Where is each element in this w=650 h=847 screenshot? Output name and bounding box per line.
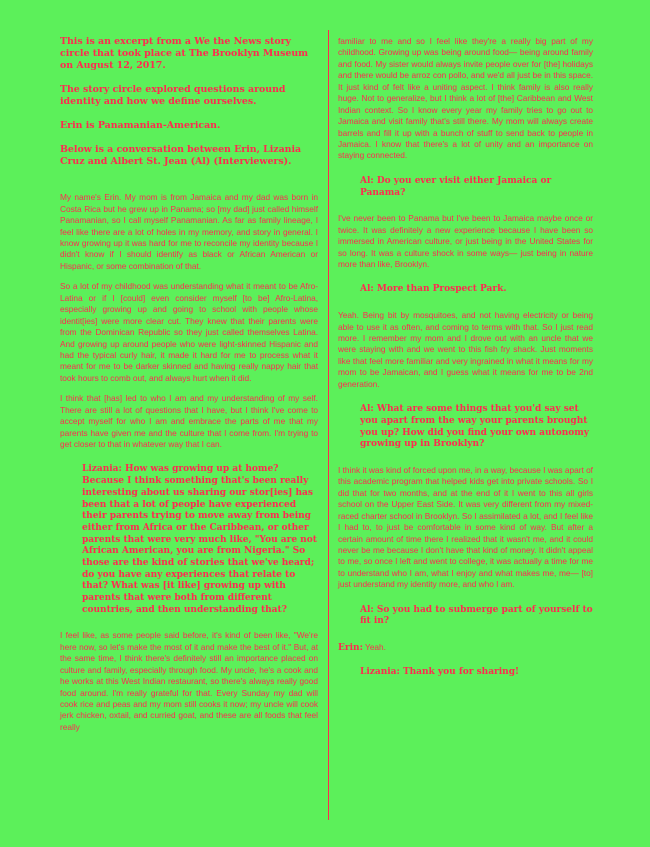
reply-text: Yeah. [365, 642, 386, 653]
intro-line-3: Erin is Panamanian-American. [60, 120, 221, 132]
paragraph: I think it was kind of forced upon me, in a way, because I was apart of this academic program that helped kids get into private schools. So I did that for two months, and at the end of it I went to this all girls school on the Upper East Side. It was very different from my mixed-raced charter school in Brooklyn. So I assimilated a lot, and I feel like I had to, to just be comfortable in some kind of way. But after a certain amount of time there I realized that it wasn't me, and it could never be me because I don't have that kind of money. It didn't appeal to me, so once I left and went to college, it was actually a time for me to understand who I am, what I enjoy and what makes me, me— [to] just understand my identity more, and who I am. [338, 464, 593, 590]
paragraph: My name's Erin. My mom is from Jamaica and my dad was born in Costa Rica but he grew up in Panama; so [my dad] just called himself Panamanian, so I call myself Panamanian. As far as family lineage, I feel like there are a lot of holes in my memory, and story in general. I know growing up it was hard for me to reconcile my identity because I didn't know if I should identify as black or African American or Hispanic, or some combination of that. [60, 192, 318, 271]
right-column [338, 36, 593, 693]
spacer [60, 180, 318, 192]
column-divider [328, 30, 329, 820]
intro-line-4: Below is a conversation between Erin, Lizania Cruz and Albert St. Jean (Al) (Interviewers). [60, 144, 302, 168]
intro-line-2: The story circle explored questions around identity and how we define ourselves. [60, 84, 286, 108]
speaker-name: Erin: [338, 643, 363, 654]
paragraph: Yeah. Being bit by mosquitoes, and not having electricity or being able to use it as often, and coming to terms with that. So I just read more. I remember my mom and I drove out with an uncle that we were staying with and we went to this fish fry shack. Just moments like that feel more familiar and very ingrained in what it means for my mom to be Jamaican, and I guess what it means for me to be 2nd generation. [338, 310, 593, 389]
paragraph: familiar to me and so I feel like they're a really big part of my childhood. Growing up was being around food— being around family and food. My sister would always invite people over for [the] holidays and there would be arroz con pollo, and we'd all just be in this space. It just kind of felt like a uniting aspect. I think family is also really huge. Not to generalize, but I think a lot of [the] Caribbean and West Indian context. So I know every year my family tries to go out to Jamaica and visit family that's still there. My mom will always create barrels and fill it up with a bunch of stuff to send back to people in Jamaica. I know that there's a lot of unity and an importance on staying connected. [338, 36, 593, 161]
left-column [60, 36, 318, 742]
paragraph: I think that [has] led to who I am and my understanding of my self. There are still a lot of questions that I have, but I think I've come to accept myself for who I am and embrace the parts of me that my parents have given me and the culture that I come from. I'm trying to get closer to that in whatever way that I can. [60, 393, 318, 449]
interviewer-question: Al: What are some things that you'd say set you apart from the way your parents brought you up? How did you find your own autonomy growing up in Brooklyn? [360, 404, 590, 450]
interviewer-question: Al: So you had to submerge part of yourself to fit in? [360, 604, 593, 627]
interviewer-question: Al: Do you ever visit either Jamaica or Panama? [360, 175, 552, 198]
interviewer-question: Al: More than Prospect Park. [360, 284, 507, 295]
paragraph: So a lot of my childhood was understanding what it meant to be Afro-Latina or if I [could] even consider myself [to be] Afro-Latina, especially growing up and going to school with people whose identit[ies] were more clear cut. They knew that their parents were from the Dominican Republic so they just called themselves Latina. And growing up around people who were light-skinned Hispanic and had the typical curly hair, it made it hard for me to process what it meant for me to be darker skinned and having really nappy hair that took hours to comb out, and always hurt when it did. [60, 281, 318, 383]
interviewer-closing: Lizania: Thank you for sharing! [360, 667, 519, 678]
intro-line-1: This is an excerpt from a We the News story circle that took place at The Brooklyn Museum on August 12, 2017. [60, 36, 309, 72]
paragraph: I feel like, as some people said before, it's kind of been like, "We're here now, so let's make the most of it and make the best of it." But, at the same time, I think there's definitely still an importance placed on culture and family, especially through food. My uncle, he's a cook and he works at this West Indian restaurant, so there's always really good food around. I'm really grateful for that. Every Sunday my dad will cook rice and peas and my mom still cooks it now; my uncle will cook jerk chicken, oxtail, and curried goat, and these are all foods that feel really [60, 630, 318, 732]
paragraph: I've never been to Panama but I've been to Jamaica maybe once or twice. It was definitely a new experience because I have been so immersed in American culture, or just being in the United States for so long. It was a culture shock in some ways— just being in nature more than like, Brooklyn. [338, 213, 593, 269]
interviewer-question: Lizania: How was growing up at home? Because I think something that's been really interesting about us sharing our stor[ies] has been that a lot of people have experienced their parents trying to move away from being either from Africa or the Caribbean, or other parents that were very much like, "You are not African American, you are from Nigeria." So those are the kind of stories that we've heard; do you have any experiences that relate to that? What was [it like] growing up with parents that were both from different countries, and then understanding that? [82, 464, 317, 615]
erin-reply [338, 642, 593, 653]
